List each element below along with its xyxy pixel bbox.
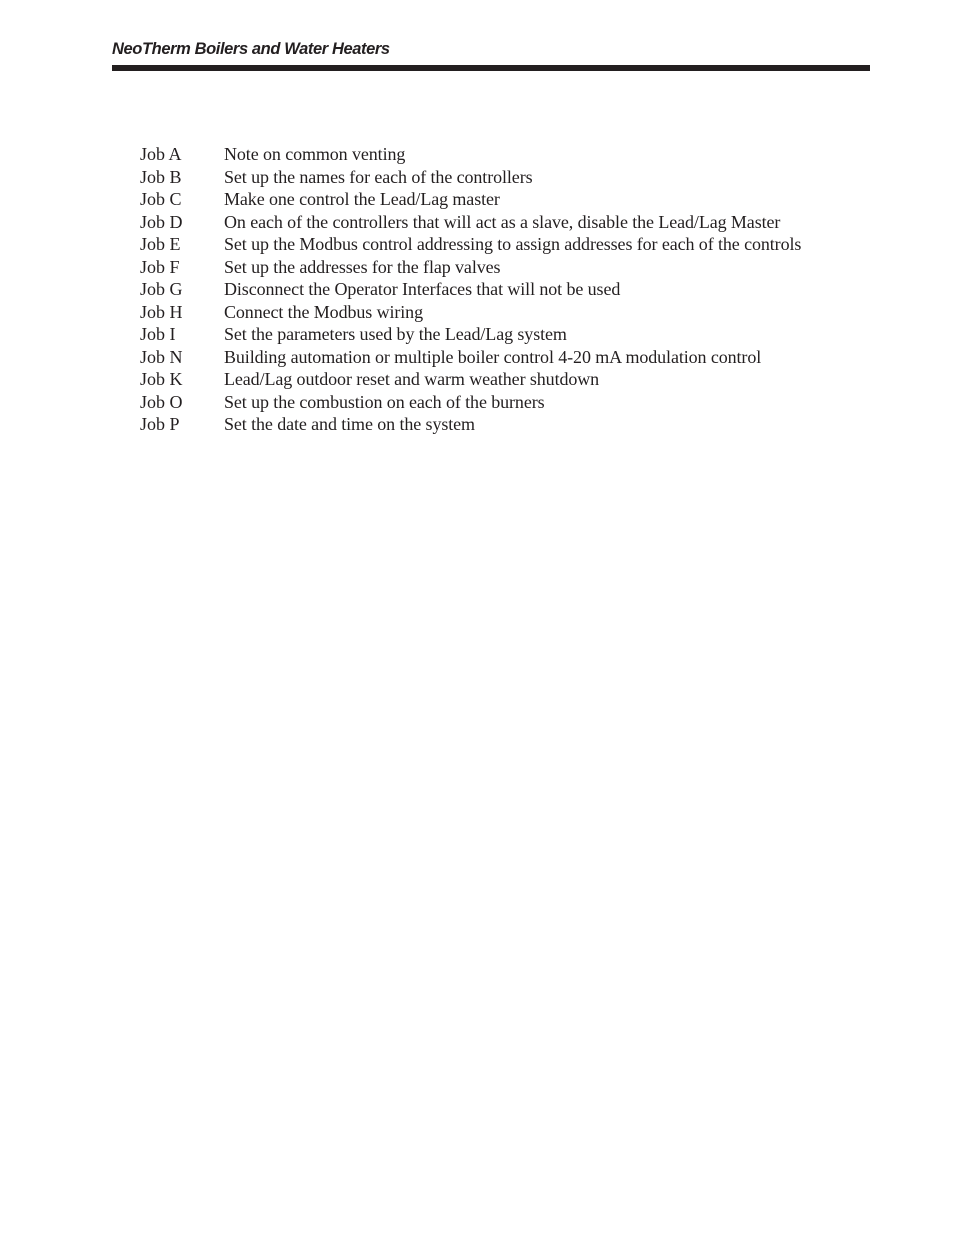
job-row [140,346,860,369]
job-description: Set up the addresses for the flap valves [224,256,501,277]
job-row [140,188,860,211]
job-description: Set the parameters used by the Lead/Lag system [224,324,567,344]
job-id: Job H [140,301,183,322]
job-row [140,278,860,301]
job-description: Set the date and time on the system [224,414,475,434]
job-row [140,211,860,234]
job-row [140,391,860,414]
job-id: Job D [140,211,183,232]
job-row [140,256,860,279]
job-id: Job B [140,166,182,187]
page-header [112,38,870,72]
job-id: Job N [140,346,183,367]
job-id: Job F [140,256,180,277]
job-row [140,368,860,391]
job-description: Set up the combustion on each of the burners [224,391,545,412]
job-description: Note on common venting [224,144,406,164]
job-description: Disconnect the Operator Interfaces that will not be used [224,279,621,299]
job-description: On each of the controllers that will act as a slave, disable the Lead/Lag Master [224,211,781,232]
job-row [140,143,860,166]
job-description: Connect the Modbus wiring [224,301,423,322]
job-id: Job K [140,369,183,389]
job-description: Make one control the Lead/Lag master [224,189,500,209]
job-id: Job E [140,234,181,254]
job-list [140,143,860,436]
job-description: Set up the Modbus control addressing to assign addresses for each of the controls [224,234,802,254]
job-row [140,233,860,256]
job-row [140,413,860,436]
job-id: Job G [140,279,183,299]
job-id: Job I [140,324,176,344]
job-row [140,166,860,189]
job-description: Lead/Lag outdoor reset and warm weather shutdown [224,369,600,389]
job-id: Job A [140,144,182,164]
job-id: Job O [140,391,183,412]
job-id: Job P [140,414,180,434]
job-id: Job C [140,189,182,209]
header-title: NeoTherm Boilers and Water Heaters [112,40,390,58]
job-row [140,301,860,324]
header-rule [112,65,870,71]
job-row [140,323,860,346]
job-description: Set up the names for each of the controllers [224,166,533,187]
job-description: Building automation or multiple boiler control 4-20 mA modulation control [224,346,762,367]
